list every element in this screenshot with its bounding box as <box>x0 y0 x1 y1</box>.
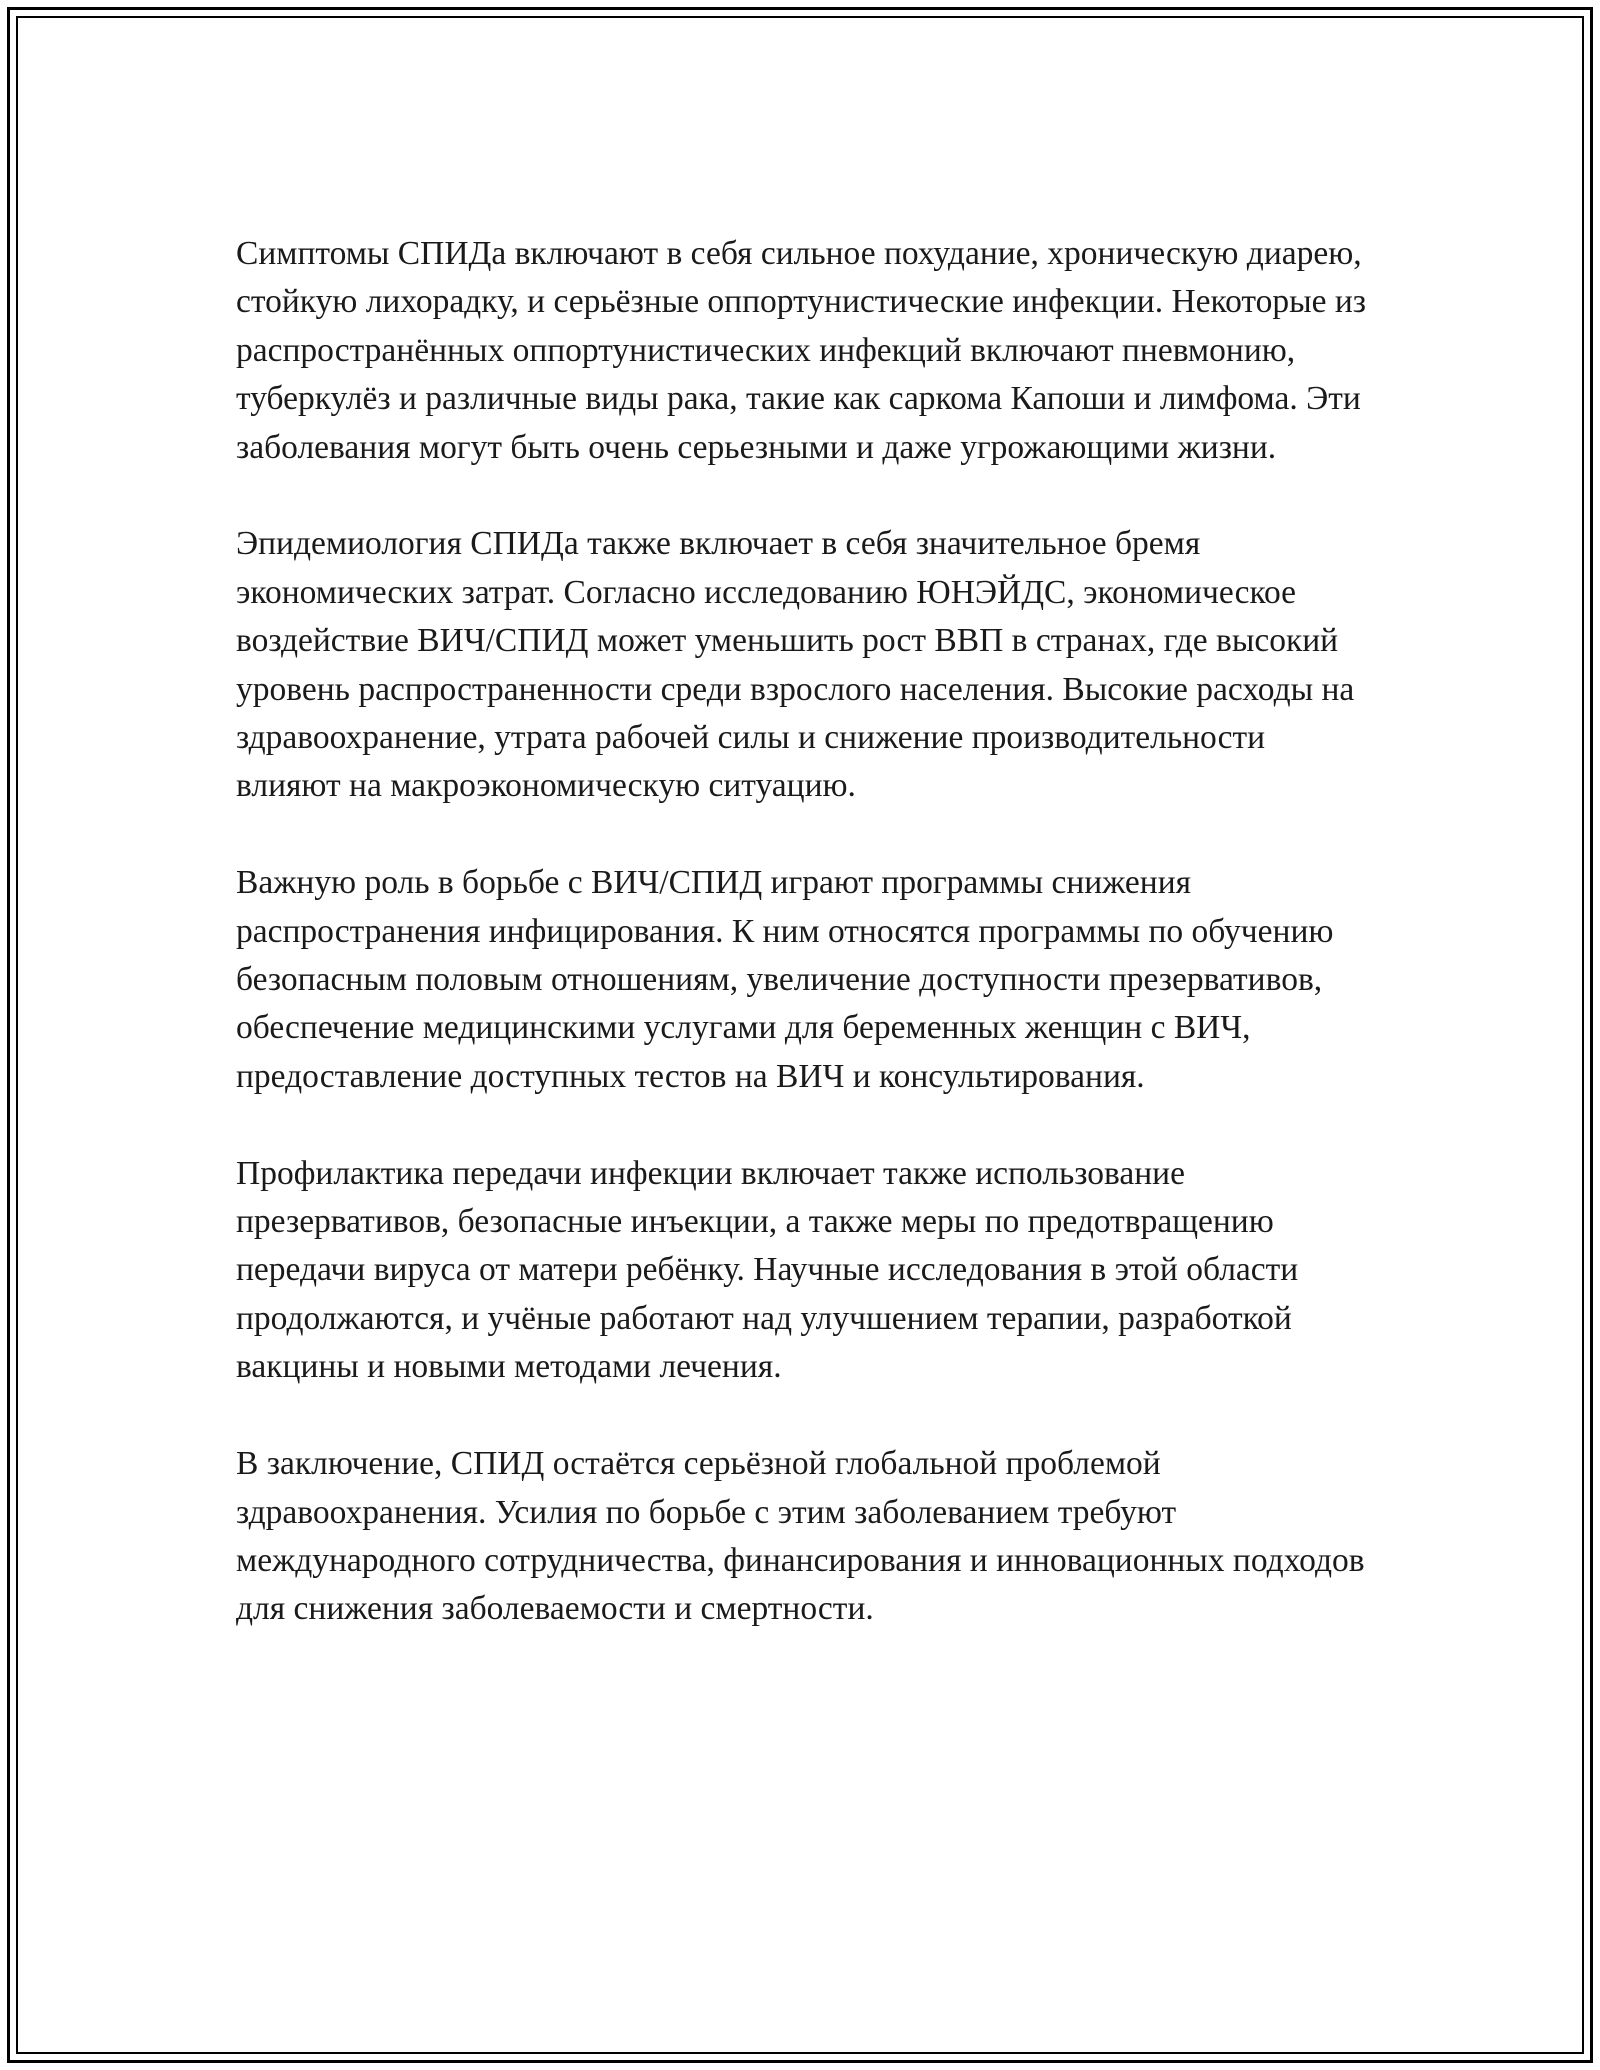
document-body <box>236 230 1366 1634</box>
paragraph-symptoms: Симптомы СПИДа включают в себя сильное похудание, хроническую диарею, стойкую лихорадку, и серьёзные оппортунистические инфекции. Некоторые из распространённых оппортунистических инфекций включают пневмонию, туберкулёз и различные виды рака, такие как саркома Капоши и лимфома. Эти заболевания могут быть очень серьезными и даже угрожающими жизни. <box>236 235 1367 466</box>
paragraph-conclusion: В заключение, СПИД остаётся серьёзной глобальной проблемой здравоохранения. Усилия по борьбе с этим заболеванием требуют международного сотрудничества, финансирования и инновационных подходов для снижения заболеваемости и смертности. <box>236 1445 1365 1628</box>
paragraph-epidemiology: Эпидемиология СПИДа также включает в себя значительное бремя экономических затрат. Согласно исследованию ЮНЭЙДС, экономическое воздействие ВИЧ/СПИД может уменьшить рост ВВП в странах, где высокий уровень распространенности среди взрослого населения. Высокие расходы на здравоохранение, утрата рабочей силы и снижение производительности влияют на макроэкономическую ситуацию. <box>236 525 1355 805</box>
paragraph-programs: Важную роль в борьбе с ВИЧ/СПИД играют программы снижения распространения инфицирования. К ним относятся программы по обучению безопасным половым отношениям, увеличение доступности презервативов, обеспечение медицинскими услугами для беременных женщин с ВИЧ, предоставление доступных тестов на ВИЧ и консультирования. <box>236 864 1334 1095</box>
paragraph-prevention: Профилактика передачи инфекции включает также использование презервативов, безопасные инъекции, а также меры по предотвращению передачи вируса от матери ребёнку. Научные исследования в этой области продолжаются, и учёные работают над улучшением терапии, разработкой вакцины и новыми методами лечения. <box>236 1154 1299 1386</box>
